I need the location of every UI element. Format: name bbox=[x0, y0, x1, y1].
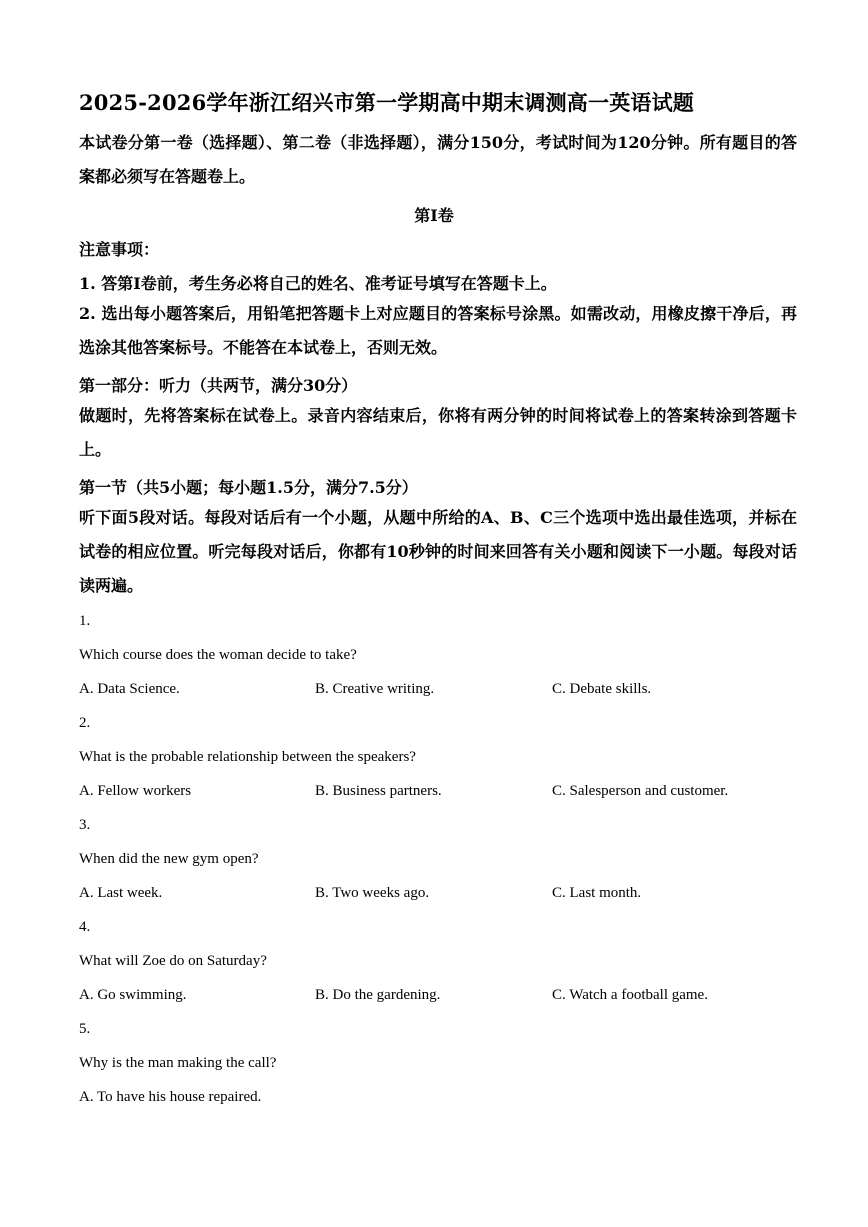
exam-title: 2025-2026学年浙江绍兴市第一学期高中期末调测高一英语试题 bbox=[79, 90, 695, 115]
question-5-stem: Why is the man making the call? bbox=[79, 1055, 277, 1071]
question-1-option-a: A. Data Science. bbox=[79, 681, 180, 697]
question-1-option-c: C. Debate skills. bbox=[552, 681, 652, 697]
question-3-stem: When did the new gym open? bbox=[79, 851, 259, 867]
question-1-option-b: B. Creative writing. bbox=[315, 681, 435, 697]
question-3-option-a: A. Last week. bbox=[79, 885, 163, 901]
question-5-option-a: A. To have his house repaired. bbox=[79, 1089, 262, 1105]
part-1-heading: 第一部分：听力（共两节，满分30分） bbox=[79, 376, 358, 395]
question-1-stem: Which course does the woman decide to take? bbox=[79, 647, 357, 663]
question-2-option-c: C. Salesperson and customer. bbox=[552, 783, 729, 799]
part-1-instruction: 做题时，先将答案标在试卷上。录音内容结束后，你将有两分钟的时间将试卷上的答案转涂到答题卡上。 bbox=[79, 406, 797, 459]
question-4-stem: What will Zoe do on Saturday? bbox=[79, 953, 267, 969]
question-2-option-a: A. Fellow workers bbox=[79, 783, 192, 799]
section-1-heading: 第一节（共5小题；每小题1.5分，满分7.5分） bbox=[79, 478, 418, 497]
question-3-number: 3. bbox=[79, 817, 91, 833]
question-2-option-b: B. Business partners. bbox=[315, 783, 442, 799]
question-4-option-a: A. Go swimming. bbox=[79, 987, 187, 1003]
question-2-stem: What is the probable relationship between the speakers? bbox=[79, 749, 416, 765]
question-3-option-c: C. Last month. bbox=[552, 885, 642, 901]
question-5-number: 5. bbox=[79, 1021, 91, 1037]
question-1-number: 1. bbox=[79, 613, 91, 629]
notice-item-1: 1. 答第Ⅰ卷前，考生务必将自己的姓名、准考证号填写在答题卡上。 bbox=[79, 274, 557, 293]
notice-heading: 注意事项： bbox=[79, 240, 160, 259]
question-4-option-c: C. Watch a football game. bbox=[552, 987, 708, 1003]
section-1-instruction: 听下面5段对话。每段对话后有一个小题，从题中所给的A、B、C三个选项中选出最佳选项，并标在试卷的相应位置。听完每段对话后，你都有10秒钟的时间来回答有关小题和阅读下一小题。每段对话读两遍。 bbox=[79, 508, 797, 595]
notice-item-2: 2. 选出每小题答案后，用铅笔把答题卡上对应题目的答案标号涂黑。如需改动，用橡皮擦干净后，再选涂其他答案标号。不能答在本试卷上，否则无效。 bbox=[79, 304, 797, 357]
question-4-option-b: B. Do the gardening. bbox=[315, 987, 441, 1003]
question-4-number: 4. bbox=[79, 919, 91, 935]
volume-heading: 第Ⅰ卷 bbox=[414, 206, 454, 225]
question-2-number: 2. bbox=[79, 715, 91, 731]
question-3-option-b: B. Two weeks ago. bbox=[315, 885, 430, 901]
exam-intro: 本试卷分第一卷（选择题）、第二卷（非选择题），满分150分，考试时间为120分钟。所有题目的答案都必须写在答题卷上。 bbox=[79, 133, 797, 186]
